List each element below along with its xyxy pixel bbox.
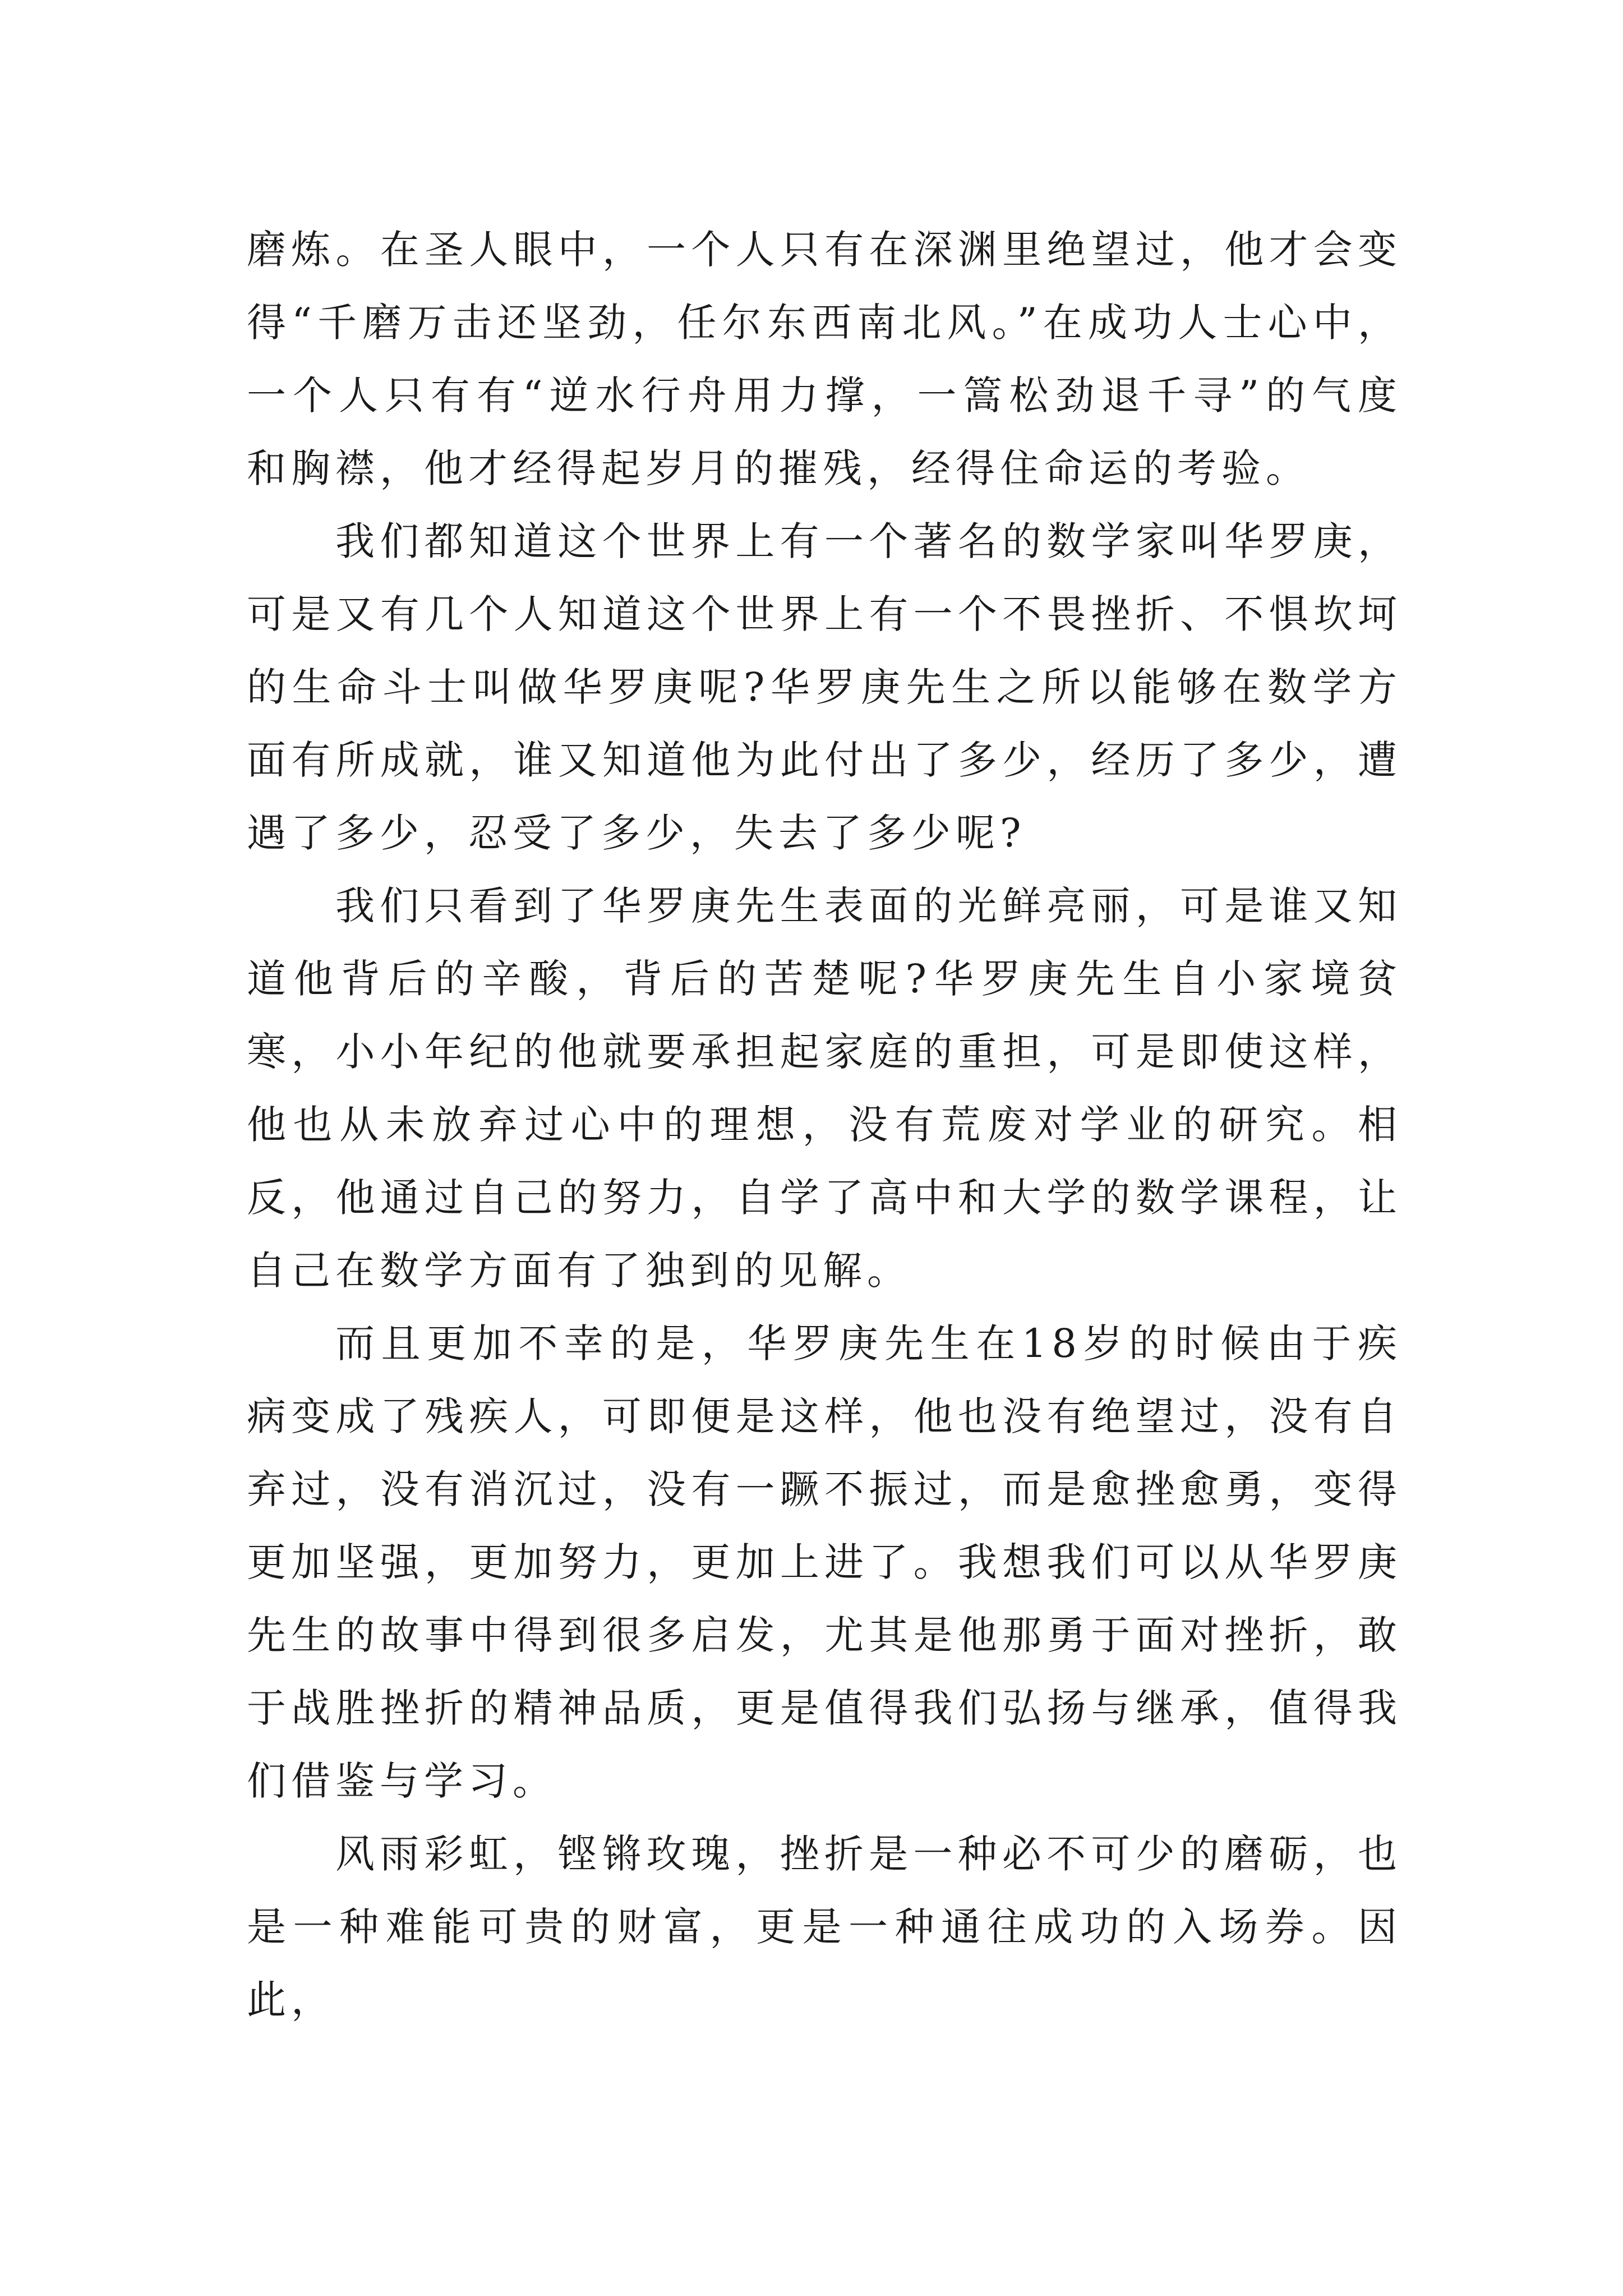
paragraph-2: 我们都知道这个世界上有一个著名的数学家叫华罗庚，可是又有几个人知道这个世界上有一个不畏挫折、不惧坎坷的生命斗士叫做华罗庚呢?华罗庚先生之所以能够在数学方面有所成就，谁又知道他为此付出了多少，经历了多少，遭遇了多少，忍受了多少，失去了多少呢? — [247, 518, 1402, 856]
paragraph-5: 风雨彩虹，铿锵玫瑰，挫折是一种必不可少的磨砺，也是一种难能可贵的财富，更是一种通往成功的入场券。因此， — [247, 1831, 1402, 2023]
paragraph-3: 我们只看到了华罗庚先生表面的光鲜亮丽，可是谁又知道他背后的辛酸，背后的苦楚呢?华罗庚先生自小家境贫寒，小小年纪的他就要承担起家庭的重担，可是即使这样，他也从未放弃过心中的理想，没有荒废对学业的研究。相反，他通过自己的努力，自学了高中和大学的数学课程，让自己在数学方面有了独到的见解。 — [247, 883, 1402, 1294]
paragraph-1: 磨炼。在圣人眼中，一个人只有在深渊里绝望过，他才会变得“千磨万击还坚劲，任尔东西南北风。”在成功人士心中，一个人只有有“逆水行舟用力撑，一篙松劲退千寻”的气度和胸襟，他才经得起岁月的摧残，经得住命运的考验。 — [247, 227, 1402, 491]
paragraph-4: 而且更加不幸的是，华罗庚先生在18岁的时候由于疾病变成了残疾人，可即便是这样，他也没有绝望过，没有自弃过，没有消沉过，没有一蹶不振过，而是愈挫愈勇，变得更加坚强，更加努力，更加上进了。我想我们可以从华罗庚先生的故事中得到很多启发，尤其是他那勇于面对挫折，敢于战胜挫折的精神品质，更是值得我们弘扬与继承，值得我们借鉴与学习。 — [247, 1320, 1402, 1804]
document-body — [247, 213, 1402, 2036]
